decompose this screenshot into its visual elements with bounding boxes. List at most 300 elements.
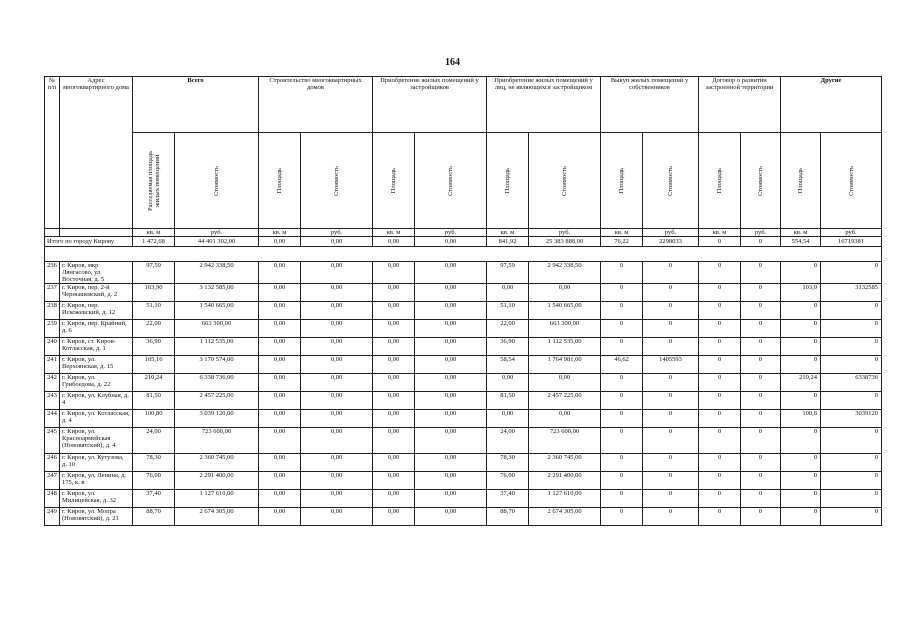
- row-number: 240: [45, 338, 60, 356]
- row-value: 0,00: [373, 490, 415, 508]
- row-value: 0: [643, 454, 699, 472]
- row-number: 248: [45, 490, 60, 508]
- table-row: [45, 428, 882, 454]
- row-value: 3132585: [821, 284, 882, 302]
- total-cell: 0: [699, 237, 741, 247]
- subheader-cost: Стоимость: [643, 133, 699, 229]
- row-value: 2 291 400,00: [175, 472, 259, 490]
- table-body: [45, 262, 882, 526]
- row-number: 239: [45, 320, 60, 338]
- table-row: [45, 454, 882, 472]
- row-value: 51,10: [487, 302, 529, 320]
- row-value: 0,00: [259, 410, 301, 428]
- row-value: 0,00: [259, 284, 301, 302]
- subheader-cost: Стоимость: [175, 133, 259, 229]
- group-header-total: Всего: [133, 77, 259, 133]
- unit-rub: руб.: [529, 229, 601, 237]
- row-address: г. Киров, ул. Мопра (Нововятский), д. 21: [60, 508, 133, 526]
- row-value: 0,00: [301, 262, 373, 284]
- row-address: г. Киров, ул. Клубная, д. 4: [60, 392, 133, 410]
- row-value: 0,00: [529, 410, 601, 428]
- row-value: 0,00: [259, 356, 301, 374]
- unit-rub: руб.: [415, 229, 487, 237]
- row-value: 58,54: [487, 356, 529, 374]
- total-cell: 0: [741, 237, 781, 247]
- row-value: 0,00: [487, 410, 529, 428]
- row-value: 0: [699, 428, 741, 454]
- row-value: 100,8: [781, 410, 821, 428]
- total-cell: 554,54: [781, 237, 821, 247]
- subheader-cost: Стоимость: [301, 133, 373, 229]
- row-value: 0,00: [259, 338, 301, 356]
- row-value: 0: [821, 392, 882, 410]
- row-value: 0,00: [301, 320, 373, 338]
- subheader-area: Площадь: [699, 133, 741, 229]
- total-cell: 16719381: [821, 237, 882, 247]
- row-value: 0: [643, 262, 699, 284]
- row-value: 1 112 535,00: [529, 338, 601, 356]
- row-value: 0: [741, 302, 781, 320]
- row-address: г. Киров, ул. Красноармейская (Нововятский), д. 4: [60, 428, 133, 454]
- row-value: 0,00: [373, 262, 415, 284]
- row-value: 0: [741, 338, 781, 356]
- total-label: Итого по городу Кирову: [45, 237, 133, 247]
- row-value: 0: [601, 374, 643, 392]
- row-value: 37,40: [487, 490, 529, 508]
- row-value: 0: [781, 262, 821, 284]
- row-value: 1 540 665,00: [175, 302, 259, 320]
- row-value: 0,00: [373, 320, 415, 338]
- row-value: 0: [821, 454, 882, 472]
- row-value: 0: [781, 490, 821, 508]
- row-value: 0: [781, 320, 821, 338]
- row-value: 0: [699, 472, 741, 490]
- row-value: 22,00: [133, 320, 175, 338]
- row-value: 0: [781, 454, 821, 472]
- row-value: 0,00: [415, 410, 487, 428]
- subheader-area-total: Расселяемая площадь жилых помещений: [133, 133, 175, 229]
- table-row: [45, 392, 882, 410]
- row-value: 0: [741, 490, 781, 508]
- table-row: [45, 338, 882, 356]
- subheader-area: Площадь: [487, 133, 529, 229]
- table-row: [45, 284, 882, 302]
- table-row: [45, 374, 882, 392]
- row-number: 236: [45, 262, 60, 284]
- row-value: 0,00: [301, 374, 373, 392]
- row-value: 0,00: [301, 508, 373, 526]
- unit-rub: руб.: [175, 229, 259, 237]
- row-value: 0: [643, 338, 699, 356]
- row-value: 0: [699, 302, 741, 320]
- row-value: 0: [601, 338, 643, 356]
- row-value: 1 112 535,00: [175, 338, 259, 356]
- header-row-subcolumns: [45, 133, 882, 229]
- row-value: 0: [699, 454, 741, 472]
- table-row: [45, 262, 882, 284]
- row-value: 0: [699, 508, 741, 526]
- row-value: 0: [741, 356, 781, 374]
- row-value: 0: [643, 374, 699, 392]
- row-value: 0: [741, 472, 781, 490]
- row-value: 2 942 338,50: [529, 262, 601, 284]
- table-row: [45, 472, 882, 490]
- row-value: 0,00: [301, 490, 373, 508]
- row-value: 0: [601, 302, 643, 320]
- row-value: 0: [699, 392, 741, 410]
- row-value: 0: [699, 320, 741, 338]
- row-address: г. Киров, ул. Милицейская, д. 32: [60, 490, 133, 508]
- row-value: 0,00: [487, 374, 529, 392]
- unit-area: кв. м: [487, 229, 529, 237]
- row-value: 0: [699, 490, 741, 508]
- row-value: 0,00: [301, 356, 373, 374]
- resettlement-table: [44, 76, 882, 526]
- row-value: 0,00: [259, 302, 301, 320]
- unit-area: кв. м: [699, 229, 741, 237]
- row-value: 2 360 745,00: [175, 454, 259, 472]
- group-header-developer-purchase: Приобретение жилых помещений у застройщиков: [373, 77, 487, 133]
- table-row: [45, 490, 882, 508]
- row-value: 0,00: [259, 262, 301, 284]
- row-value: 0: [821, 262, 882, 284]
- row-value: 0: [601, 320, 643, 338]
- row-value: 81,50: [487, 392, 529, 410]
- row-value: 0,00: [487, 284, 529, 302]
- row-value: 0,00: [415, 338, 487, 356]
- row-address: г. Киров, ул. Кутузова, д. 10: [60, 454, 133, 472]
- row-value: 6338736: [821, 374, 882, 392]
- table-row: [45, 302, 882, 320]
- row-value: 0: [601, 472, 643, 490]
- row-value: 0: [821, 320, 882, 338]
- row-address: г. Киров, ул. Верхоянская, д. 15: [60, 356, 133, 374]
- row-value: 46,62: [601, 356, 643, 374]
- col-address-header: Адрес многоквартирного дома: [60, 77, 133, 229]
- row-value: 0,00: [373, 356, 415, 374]
- row-value: 0: [601, 392, 643, 410]
- row-value: 103,9: [781, 284, 821, 302]
- unit-rub: руб.: [821, 229, 882, 237]
- table-row: [45, 320, 882, 338]
- row-value: 0: [821, 490, 882, 508]
- row-value: 663 300,00: [529, 320, 601, 338]
- row-value: 723 600,00: [175, 428, 259, 454]
- row-value: 0: [821, 356, 882, 374]
- row-value: 1 764 981,00: [529, 356, 601, 374]
- col-num-header: № п/п: [45, 77, 60, 229]
- row-value: 0: [643, 490, 699, 508]
- row-value: 76,00: [133, 472, 175, 490]
- total-cell: 841,92: [487, 237, 529, 247]
- row-value: 0,00: [259, 374, 301, 392]
- total-cell: 1 472,68: [133, 237, 175, 247]
- row-value: 78,30: [487, 454, 529, 472]
- row-number: 245: [45, 428, 60, 454]
- row-value: 0: [781, 356, 821, 374]
- row-address: г. Киров, пер. 2-й Чернышевский, д. 2: [60, 284, 133, 302]
- row-value: 0,00: [373, 374, 415, 392]
- row-value: 0,00: [301, 428, 373, 454]
- row-value: 0,00: [259, 392, 301, 410]
- row-value: 2 291 400,00: [529, 472, 601, 490]
- group-header-buyout: Выкуп жилых помещений у собственников: [601, 77, 699, 133]
- group-header-other: Другие: [781, 77, 882, 133]
- subheader-cost: Стоимость: [741, 133, 781, 229]
- row-value: 210,24: [781, 374, 821, 392]
- row-value: 3 132 585,00: [175, 284, 259, 302]
- row-value: 97,59: [133, 262, 175, 284]
- row-value: 0,00: [301, 454, 373, 472]
- row-value: 0,00: [415, 302, 487, 320]
- row-value: 0: [601, 284, 643, 302]
- subheader-cost: Стоимость: [821, 133, 882, 229]
- row-value: 0: [821, 508, 882, 526]
- subheader-area: Площадь: [601, 133, 643, 229]
- row-value: 51,10: [133, 302, 175, 320]
- group-header-construction: Строительство многоквартирных домов: [259, 77, 373, 133]
- total-cell: 0,00: [259, 237, 301, 247]
- total-cell: 25 383 888,00: [529, 237, 601, 247]
- row-number: 249: [45, 508, 60, 526]
- row-value: 0: [699, 356, 741, 374]
- row-value: 88,70: [133, 508, 175, 526]
- row-value: 0: [821, 302, 882, 320]
- total-cell: 0,00: [301, 237, 373, 247]
- total-cell: 0,00: [415, 237, 487, 247]
- row-value: 0: [699, 338, 741, 356]
- row-address: г. Киров, пер. Крайний, д. 6: [60, 320, 133, 338]
- row-value: 0,00: [259, 428, 301, 454]
- row-value: 81,50: [133, 392, 175, 410]
- header-row-groups: [45, 77, 882, 133]
- row-value: 0: [601, 508, 643, 526]
- row-value: 0,00: [415, 392, 487, 410]
- row-value: 1 127 610,00: [529, 490, 601, 508]
- row-value: 24,00: [487, 428, 529, 454]
- row-value: 2 360 745,00: [529, 454, 601, 472]
- row-value: 0: [601, 490, 643, 508]
- row-value: 0,00: [373, 392, 415, 410]
- subheader-area: Площадь: [781, 133, 821, 229]
- row-value: 0: [601, 410, 643, 428]
- row-number: 238: [45, 302, 60, 320]
- row-value: 0: [821, 472, 882, 490]
- row-number: 241: [45, 356, 60, 374]
- row-value: 0: [741, 410, 781, 428]
- row-value: 78,30: [133, 454, 175, 472]
- total-cell: 44 401 302,00: [175, 237, 259, 247]
- row-value: 0: [821, 428, 882, 454]
- row-number: 243: [45, 392, 60, 410]
- row-value: 36,90: [487, 338, 529, 356]
- row-value: 100,80: [133, 410, 175, 428]
- total-cell: 0,00: [373, 237, 415, 247]
- table-row: [45, 508, 882, 526]
- spacer-row: [45, 247, 882, 262]
- row-value: 0: [643, 410, 699, 428]
- row-value: 0,00: [415, 472, 487, 490]
- row-value: 0: [741, 454, 781, 472]
- row-value: 0,00: [301, 472, 373, 490]
- row-value: 0,00: [259, 472, 301, 490]
- row-value: 0,00: [259, 454, 301, 472]
- subheader-area: Площадь: [373, 133, 415, 229]
- row-value: 0,00: [259, 508, 301, 526]
- subheader-cost: Стоимость: [415, 133, 487, 229]
- row-value: 22,00: [487, 320, 529, 338]
- row-value: 3 039 120,00: [175, 410, 259, 428]
- row-value: 0: [643, 320, 699, 338]
- group-header-development-agreement: Договор о развитии застроенной территории: [699, 77, 781, 133]
- row-value: 663 300,00: [175, 320, 259, 338]
- unit-area: кв. м: [259, 229, 301, 237]
- row-value: 0,00: [415, 454, 487, 472]
- row-value: 0: [741, 374, 781, 392]
- row-value: 0,00: [415, 508, 487, 526]
- unit-area: кв. м: [601, 229, 643, 237]
- row-value: 0,00: [373, 428, 415, 454]
- row-value: 0: [741, 284, 781, 302]
- row-value: 0,00: [373, 302, 415, 320]
- row-value: 0: [601, 454, 643, 472]
- unit-blank: [60, 229, 133, 237]
- row-value: 0: [781, 338, 821, 356]
- row-value: 36,90: [133, 338, 175, 356]
- row-value: 0,00: [373, 338, 415, 356]
- row-number: 246: [45, 454, 60, 472]
- unit-rub: руб.: [643, 229, 699, 237]
- row-address: г. Киров, мкр Лянгасово, ул. Восточная, д. 5: [60, 262, 133, 284]
- row-number: 244: [45, 410, 60, 428]
- row-value: 0: [821, 338, 882, 356]
- row-value: 0: [741, 262, 781, 284]
- row-value: 105,16: [133, 356, 175, 374]
- subheader-cost: Стоимость: [529, 133, 601, 229]
- row-value: 0: [781, 392, 821, 410]
- row-value: 0,00: [259, 490, 301, 508]
- table-row: [45, 410, 882, 428]
- group-header-nondeveloper-purchase: Приобретение жилых помещений у лиц, не являющихся застройщиком: [487, 77, 601, 133]
- row-value: 0,00: [259, 320, 301, 338]
- row-value: 0,00: [373, 508, 415, 526]
- row-value: 0: [643, 302, 699, 320]
- row-value: 103,90: [133, 284, 175, 302]
- row-value: 76,00: [487, 472, 529, 490]
- row-value: 0: [699, 262, 741, 284]
- subheader-area: Площадь: [259, 133, 301, 229]
- row-value: 0: [699, 410, 741, 428]
- row-value: 0,00: [301, 302, 373, 320]
- spacer-cell: [45, 247, 882, 262]
- header-row-units: [45, 229, 882, 237]
- table-row: [45, 356, 882, 374]
- row-value: 0,00: [373, 472, 415, 490]
- row-value: 0: [699, 284, 741, 302]
- total-cell: 76,22: [601, 237, 643, 247]
- row-value: 0: [741, 508, 781, 526]
- row-value: 0,00: [301, 338, 373, 356]
- row-value: 0,00: [301, 410, 373, 428]
- row-value: 0: [741, 392, 781, 410]
- row-value: 0,00: [415, 490, 487, 508]
- row-value: 0,00: [415, 356, 487, 374]
- unit-rub: руб.: [741, 229, 781, 237]
- row-value: 1 540 665,00: [529, 302, 601, 320]
- row-address: г. Киров, ул. Грибоедова, д. 22: [60, 374, 133, 392]
- row-value: 0: [643, 392, 699, 410]
- row-value: 0,00: [373, 454, 415, 472]
- row-value: 2 942 338,50: [175, 262, 259, 284]
- row-value: 0,00: [373, 410, 415, 428]
- row-address: г. Киров, ул. Ленина, д. 175, к. в: [60, 472, 133, 490]
- row-value: 0,00: [415, 374, 487, 392]
- row-value: 0,00: [373, 284, 415, 302]
- row-value: 0: [741, 428, 781, 454]
- unit-rub: руб.: [301, 229, 373, 237]
- row-value: 0,00: [415, 262, 487, 284]
- row-value: 0: [699, 374, 741, 392]
- row-address: г. Киров, ст. Киров-Котласская, д. 1: [60, 338, 133, 356]
- row-value: 1 127 610,00: [175, 490, 259, 508]
- row-value: 0: [781, 508, 821, 526]
- row-value: 0: [741, 320, 781, 338]
- row-number: 237: [45, 284, 60, 302]
- row-value: 0: [781, 302, 821, 320]
- row-number: 247: [45, 472, 60, 490]
- row-value: 2 457 225,00: [175, 392, 259, 410]
- row-value: 37,40: [133, 490, 175, 508]
- row-value: 0,00: [529, 374, 601, 392]
- row-value: 0: [643, 508, 699, 526]
- row-value: 88,70: [487, 508, 529, 526]
- row-value: 0,00: [301, 284, 373, 302]
- page-number: 164: [445, 57, 460, 68]
- row-value: 3039120: [821, 410, 882, 428]
- row-value: 0: [601, 262, 643, 284]
- unit-area: кв. м: [133, 229, 175, 237]
- row-value: 2 674 305,00: [175, 508, 259, 526]
- row-value: 0,00: [415, 428, 487, 454]
- row-address: г. Киров, пер. Искожевский, д. 12: [60, 302, 133, 320]
- row-value: 3 170 574,00: [175, 356, 259, 374]
- row-value: 2 674 305,00: [529, 508, 601, 526]
- row-value: 6 338 736,00: [175, 374, 259, 392]
- row-value: 0: [643, 284, 699, 302]
- row-value: 723 600,00: [529, 428, 601, 454]
- row-value: 210,24: [133, 374, 175, 392]
- row-value: 97,59: [487, 262, 529, 284]
- row-value: 1405593: [643, 356, 699, 374]
- row-value: 0: [781, 472, 821, 490]
- row-value: 0,00: [415, 284, 487, 302]
- row-value: 0,00: [301, 392, 373, 410]
- unit-blank: [45, 229, 60, 237]
- total-row: [45, 237, 882, 247]
- row-address: г. Киров, ул. Котласская, д. 4: [60, 410, 133, 428]
- total-cell: 2298033: [643, 237, 699, 247]
- row-value: 0: [601, 428, 643, 454]
- row-value: 0,00: [529, 284, 601, 302]
- row-value: 0,00: [415, 320, 487, 338]
- row-value: 0: [643, 472, 699, 490]
- row-value: 24,00: [133, 428, 175, 454]
- unit-area: кв. м: [373, 229, 415, 237]
- row-number: 242: [45, 374, 60, 392]
- row-value: 0: [643, 428, 699, 454]
- row-value: 2 457 225,00: [529, 392, 601, 410]
- unit-area: кв. м: [781, 229, 821, 237]
